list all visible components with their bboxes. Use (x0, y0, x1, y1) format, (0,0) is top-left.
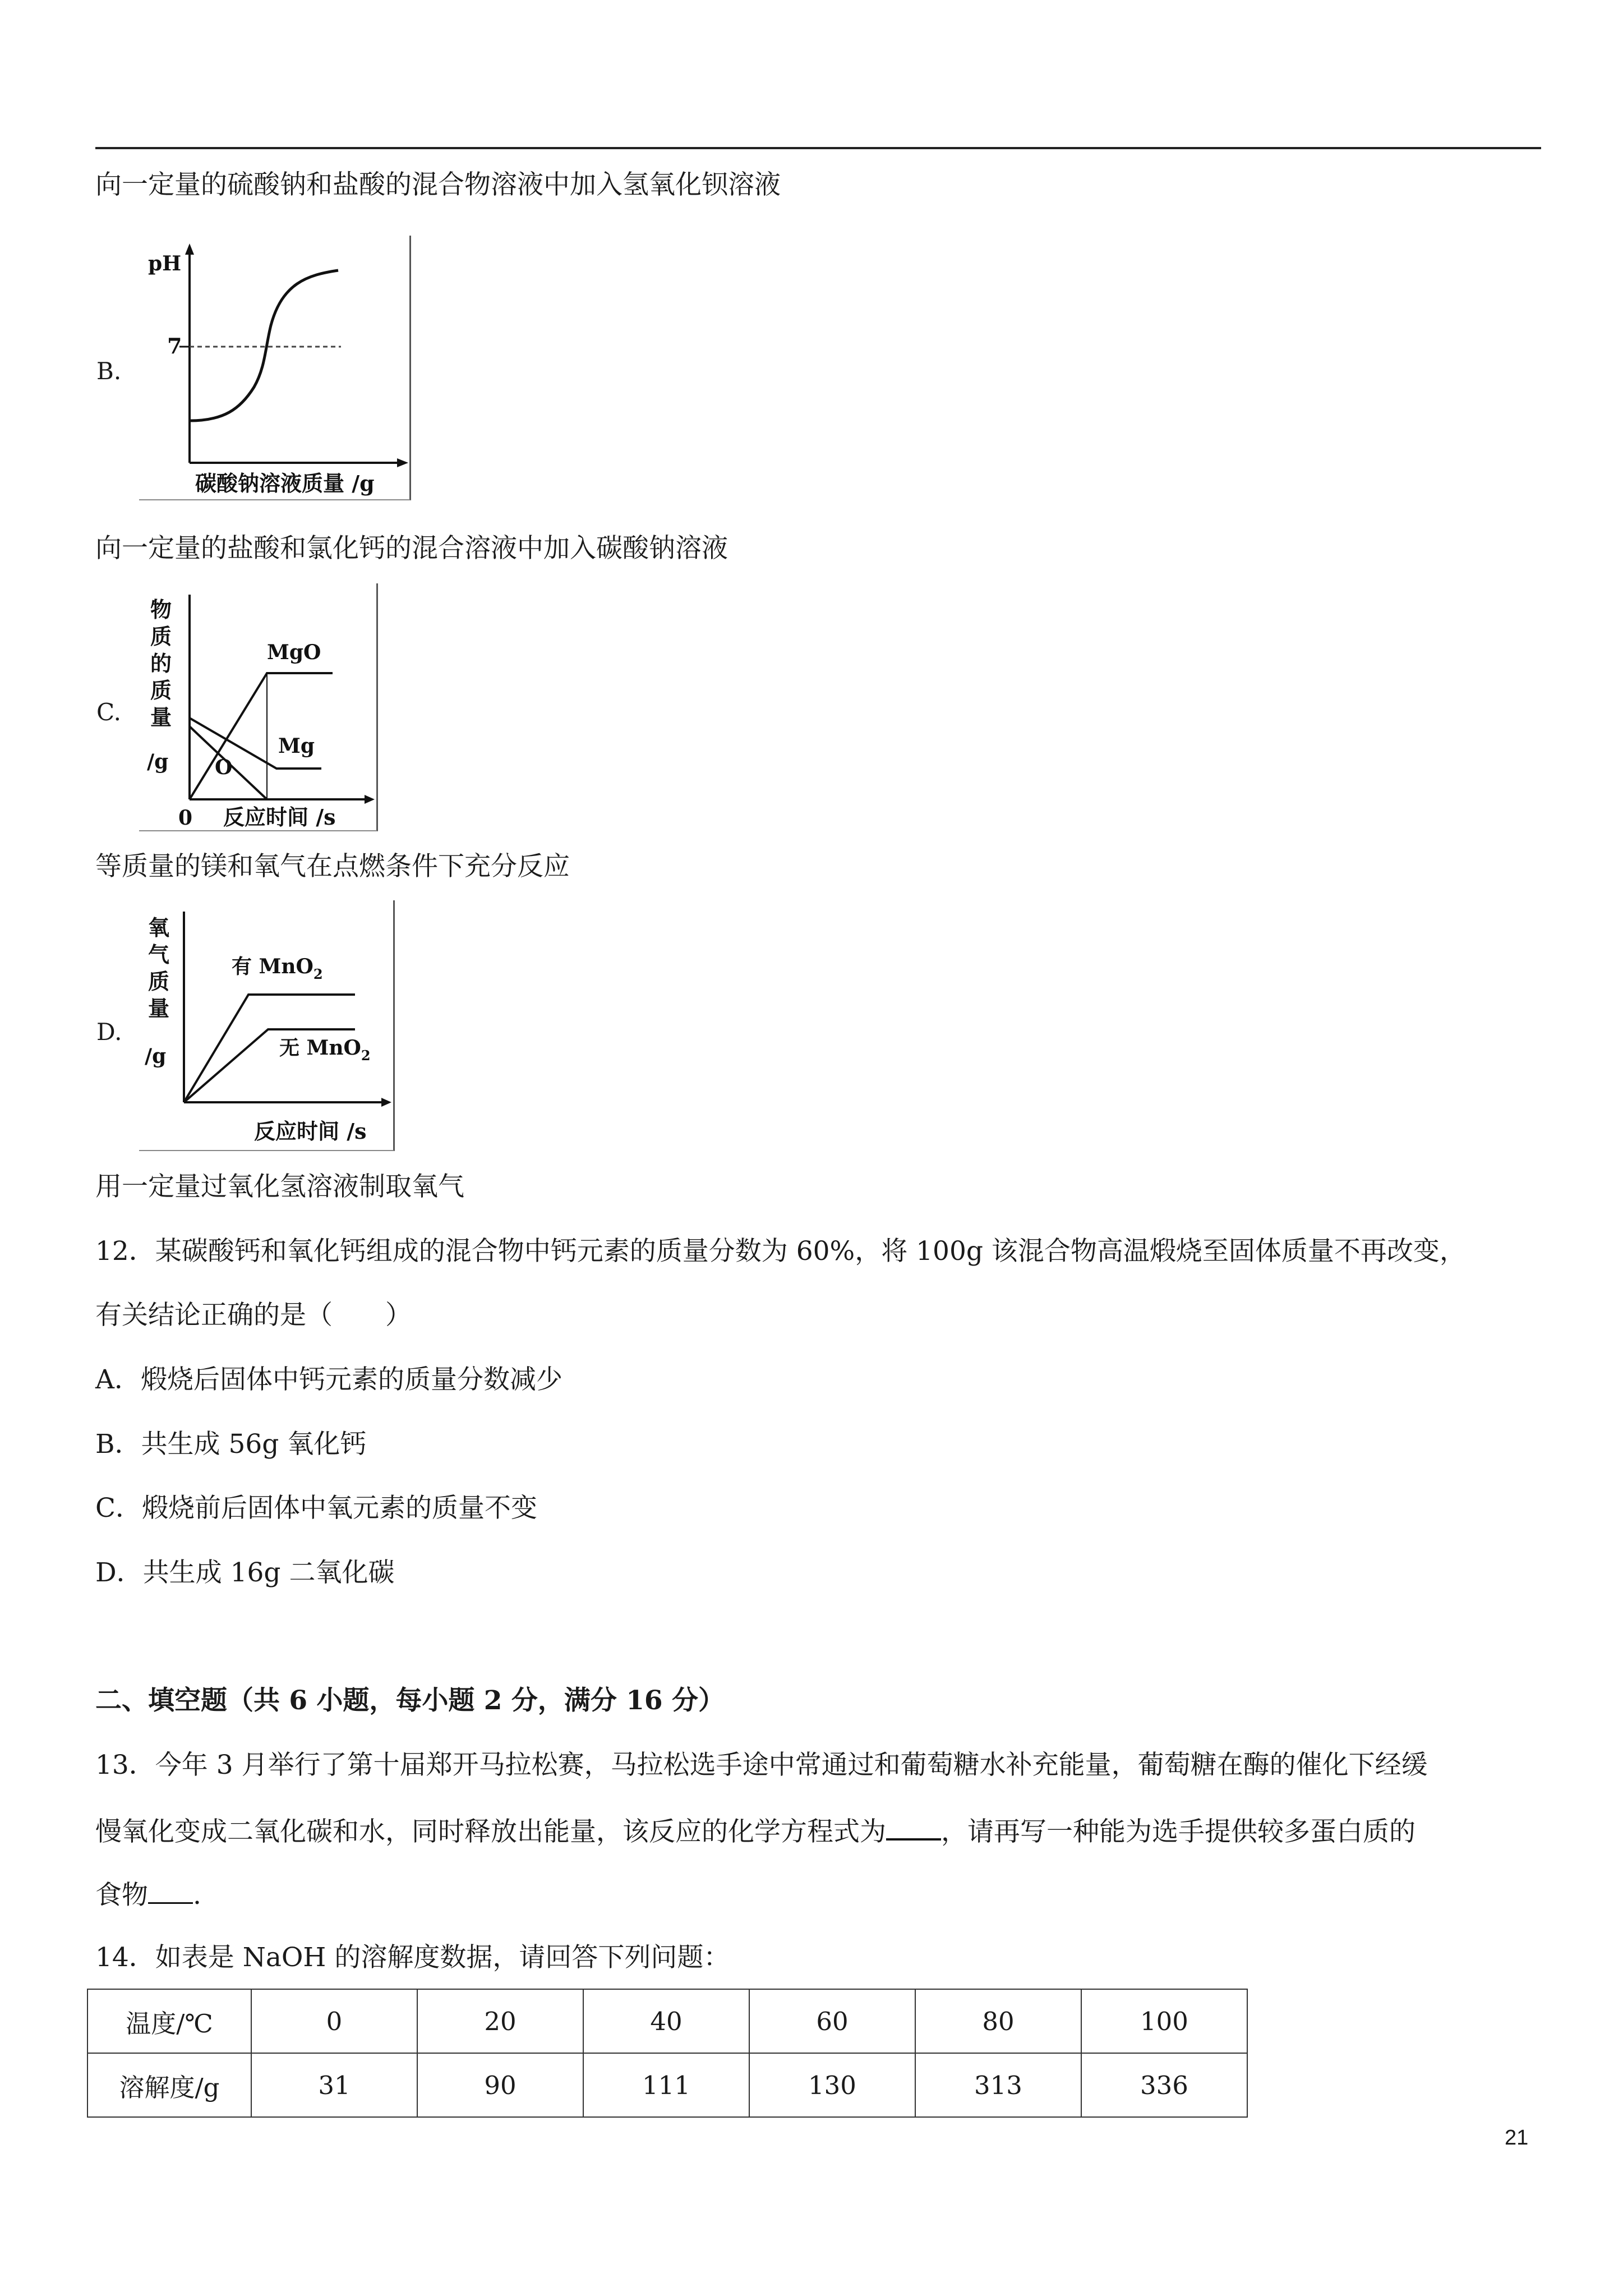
table-cell: 130 (749, 2053, 915, 2117)
table-cell: 90 (417, 2053, 583, 2117)
q12-choice-c: C．煅烧前后固体中氧元素的质量不变 (95, 1493, 537, 1524)
ph-seven-mark: 7 (167, 333, 182, 358)
option-c-caption: 等质量的镁和氧气在点燃条件下充分反应 (95, 851, 570, 882)
oxygen-mass-graph (139, 900, 395, 1151)
ph-curve-graph (139, 236, 411, 500)
q13-line3: 食物 . (95, 1876, 201, 1912)
q12-choice-b: B．共生成 56g 氧化钙 (95, 1429, 367, 1460)
option-b-caption: 向一定量的盐酸和氯化钙的混合溶液中加入碳酸钠溶液 (95, 533, 728, 564)
page-number: 21 (1505, 2126, 1529, 2150)
table-cell: 0 (251, 1989, 417, 2053)
option-b-label: B. (96, 357, 122, 385)
table-cell: 40 (583, 1989, 749, 2053)
q12-stem-line2: 有关结论正确的是（ ） (95, 1300, 412, 1331)
time-axis-label: 反应时间 /s (223, 804, 336, 830)
q13-line2: 慢氧化变成二氧化碳和水，同时释放出能量，该反应的化学方程式为 ，请再写一种能为选手提供较多蛋白质的 (95, 1812, 1415, 1849)
table-cell: 100 (1081, 1989, 1247, 2053)
table-cell: 313 (915, 2053, 1081, 2117)
oxygen-axis-char: 氧 (148, 915, 170, 940)
table-cell: 31 (251, 2053, 417, 2117)
mass-axis-char: /g (147, 750, 169, 774)
ph-x-axis-label: 碳酸钠溶液质量 /g (195, 471, 375, 496)
header-rule (95, 147, 1541, 149)
option-d-label: D. (96, 1018, 122, 1046)
q14-stem: 14．如表是 NaOH 的溶解度数据，请回答下列问题： (95, 1942, 730, 1973)
row-header-temperature: 温度/℃ (87, 1989, 251, 2053)
table-cell: 80 (915, 1989, 1081, 2053)
table-row (87, 2053, 1247, 2117)
row-header-solubility: 溶解度/g (87, 2053, 251, 2117)
mass-axis-char: 质 (150, 678, 172, 703)
mg-o2-mass-graph (139, 583, 378, 831)
q12-choice-d: D．共生成 16g 二氧化碳 (95, 1557, 395, 1588)
without-mno2-label: 无 MnO$_2$ (279, 1036, 371, 1064)
time-axis-label: 反应时间 /s (254, 1119, 367, 1144)
section-title: 二、填空题（共 6 小题，每小题 2 分，满分 16 分） (95, 1685, 725, 1716)
mass-axis-char: 的 (150, 651, 172, 676)
mg-series-label: Mg (278, 734, 315, 758)
equation-blank[interactable] (886, 1812, 941, 1841)
mass-axis-char: 质 (150, 624, 172, 649)
oxygen-axis-char: 量 (148, 996, 170, 1021)
option-c-label: C. (96, 698, 121, 726)
with-mno2-label: 有 MnO$_2$ (232, 955, 323, 982)
q12-choice-a: A．煅烧后固体中钙元素的质量分数减少 (95, 1364, 562, 1395)
table-cell: 60 (749, 1989, 915, 2053)
oxygen-series-label: O (215, 756, 233, 779)
solubility-table (87, 1989, 1248, 2118)
option-d-caption: 用一定量过氧化氢溶液制取氧气 (95, 1171, 464, 1202)
oxygen-axis-char: /g (145, 1045, 167, 1068)
food-blank[interactable] (148, 1876, 193, 1904)
table-cell: 111 (583, 2053, 749, 2117)
q13-line1: 13．今年 3 月举行了第十届郑开马拉松赛，马拉松选手途中常通过和葡萄糖水补充能量，葡萄糖在酶的催化下经缓 (95, 1750, 1428, 1780)
origin-label: 0 (178, 806, 193, 830)
q12-stem-line1: 12．某碳酸钙和氧化钙组成的混合物中钙元素的质量分数为 60%，将 100g 该混合物高温煅烧至固体质量不再改变， (95, 1236, 1466, 1267)
table-cell: 336 (1081, 2053, 1247, 2117)
oxygen-axis-char: 质 (148, 969, 170, 994)
table-cell: 20 (417, 1989, 583, 2053)
option-a-caption: 向一定量的硫酸钠和盐酸的混合物溶液中加入氢氧化钡溶液 (95, 169, 781, 200)
table-row (87, 1989, 1247, 2053)
mgo-series-label: MgO (267, 641, 321, 664)
mass-axis-char: 物 (150, 597, 172, 622)
mass-axis-char: 量 (150, 705, 172, 730)
oxygen-axis-char: 气 (148, 942, 170, 967)
ph-axis-label: pH (148, 252, 182, 275)
